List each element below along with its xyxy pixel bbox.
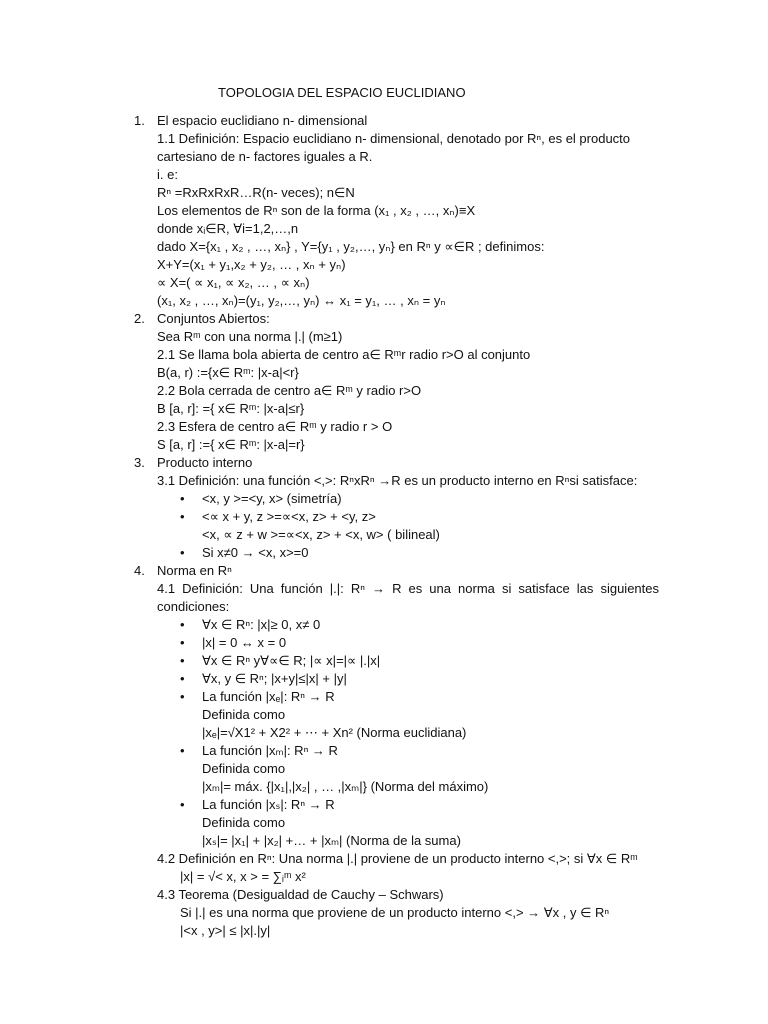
list-item: |x| = 0 ↔ x = 0 xyxy=(202,635,287,650)
text-line: S [a, r] :={ x∈ Rᵐ: |x-a|=r} xyxy=(157,437,305,452)
list-item: ∀x ∈ Rⁿ y∀∝∈ R; |∝ x|=|∝ |.|x| xyxy=(202,653,381,668)
list-item: <∝ x + y, z >=∝<x, z> + <y, z> xyxy=(202,509,376,524)
text-line: 3.1 Definición: una función <,>: RⁿxRⁿ →R es un producto interno en Rⁿsi satisface: xyxy=(157,473,638,488)
section-number: 3. xyxy=(134,455,145,470)
bullet-marker: • xyxy=(180,635,185,650)
text-line: 4.2 Definición en Rⁿ: Una norma |.| proviene de un producto interno <,>; si ∀x ∈ Rᵐ xyxy=(157,851,638,866)
bullet-marker: • xyxy=(180,797,185,812)
list-item-continuation: Definida como xyxy=(202,707,286,722)
bullet-marker: • xyxy=(180,743,185,758)
text-line: Los elementos de Rⁿ son de la forma (x₁ , x₂ , …, xₙ)≡X xyxy=(157,203,476,218)
section-heading: Conjuntos Abiertos: xyxy=(157,311,270,326)
text-line: Si |.| es una norma que proviene de un producto interno <,> → ∀x , y ∈ Rⁿ xyxy=(180,905,610,920)
list-item-continuation: <x, ∝ z + w >=∝<x, z> + <x, w> ( bilineal) xyxy=(202,527,440,542)
text-line: Rⁿ =RxRxRxR…R(n- veces); n∈N xyxy=(157,185,355,200)
text-line: cartesiano de n- factores iguales a R. xyxy=(157,149,373,164)
text-line: (x₁, x₂ , …, xₙ)=(y₁, y₂,…, yₙ) ↔ x₁ = y₁, … , xₙ = yₙ xyxy=(157,293,446,308)
list-item-continuation: Definida como xyxy=(202,815,286,830)
bullet-marker: • xyxy=(180,671,185,686)
section-number: 4. xyxy=(134,563,145,578)
text-line: B [a, r]: ={ x∈ Rᵐ: |x-a|≤r} xyxy=(157,401,305,416)
text-line: ∝ X=( ∝ x₁, ∝ x₂, … , ∝ xₙ) xyxy=(157,275,310,290)
norm-formula: |xₑ|=√X1² + X2² + ⋯ + Xn² (Norma euclidiana) xyxy=(202,725,467,740)
formula-line: |x| = √< x, x > = ∑ᵢᵐ x² xyxy=(180,869,306,884)
formula-line: |<x , y>| ≤ |x|.|y| xyxy=(180,923,271,938)
theorem-heading: 4.3 Teorema (Desigualdad de Cauchy – Schwars) xyxy=(157,887,444,902)
section-number: 1. xyxy=(134,113,145,128)
text-line: X+Y=(x₁ + y₁,x₂ + y₂, … , xₙ + yₙ) xyxy=(157,257,346,272)
text-line: 1.1 Definición: Espacio euclidiano n- dimensional, denotado por Rⁿ, es el producto xyxy=(157,131,631,146)
section-heading: Norma en Rⁿ xyxy=(157,563,232,578)
text-line: B(a, r) :={x∈ Rᵐ: |x-a|<r} xyxy=(157,365,299,380)
section-heading: El espacio euclidiano n- dimensional xyxy=(157,113,368,128)
text-line: donde xᵢ∈R, ∀i=1,2,…,n xyxy=(157,221,299,236)
list-item: La función |xₛ|: Rⁿ → R xyxy=(202,797,335,812)
definition-paragraph: 4.1 Definición: Una función |.|: Rⁿ → R es una norma si satisface las siguientes condiciones: xyxy=(157,581,659,614)
list-item: ∀x ∈ Rⁿ: |x|≥ 0, x≠ 0 xyxy=(202,617,321,632)
list-item: La función |xₘ|: Rⁿ → R xyxy=(202,743,338,758)
list-item-continuation: Definida como xyxy=(202,761,286,776)
list-item: ∀x, y ∈ Rⁿ; |x+y|≤|x| + |y| xyxy=(202,671,347,686)
norm-formula: |xₘ|= máx. {|x₁|,|x₂| , … ,|xₘ|} (Norma del máximo) xyxy=(202,779,489,794)
text-line: 2.1 Se llama bola abierta de centro a∈ Rᵐr radio r>O al conjunto xyxy=(157,347,531,362)
section-number: 2. xyxy=(134,311,145,326)
text-line: 2.3 Esfera de centro a∈ Rᵐ y radio r > O xyxy=(157,419,393,434)
bullet-marker: • xyxy=(180,653,185,668)
bullet-marker: • xyxy=(180,545,185,560)
bullet-marker: • xyxy=(180,689,185,704)
list-item: <x, y >=<y, x> (simetría) xyxy=(202,491,342,506)
text-line: dado X={x₁ , x₂ , …, xₙ} , Y={y₁ , y₂,…, yₙ} en Rⁿ y ∝∈R ; definimos: xyxy=(157,239,545,254)
bullet-marker: • xyxy=(180,491,185,506)
page-title: TOPOLOGIA DEL ESPACIO EUCLIDIANO xyxy=(218,85,466,100)
list-item: La función |xₑ|: Rⁿ → R xyxy=(202,689,335,704)
text-line: i. e: xyxy=(157,167,178,182)
text-line: 2.2 Bola cerrada de centro a∈ Rᵐ y radio r>O xyxy=(157,383,422,398)
list-item: Si x≠0 → <x, x>=0 xyxy=(202,545,309,560)
bullet-marker: • xyxy=(180,617,185,632)
norm-formula: |xₛ|= |x₁| + |x₂| +… + |xₘ| (Norma de la suma) xyxy=(202,833,461,848)
bullet-marker: • xyxy=(180,509,185,524)
section-heading: Producto interno xyxy=(157,455,253,470)
text-line: Sea Rᵐ con una norma |.| (m≥1) xyxy=(157,329,343,344)
